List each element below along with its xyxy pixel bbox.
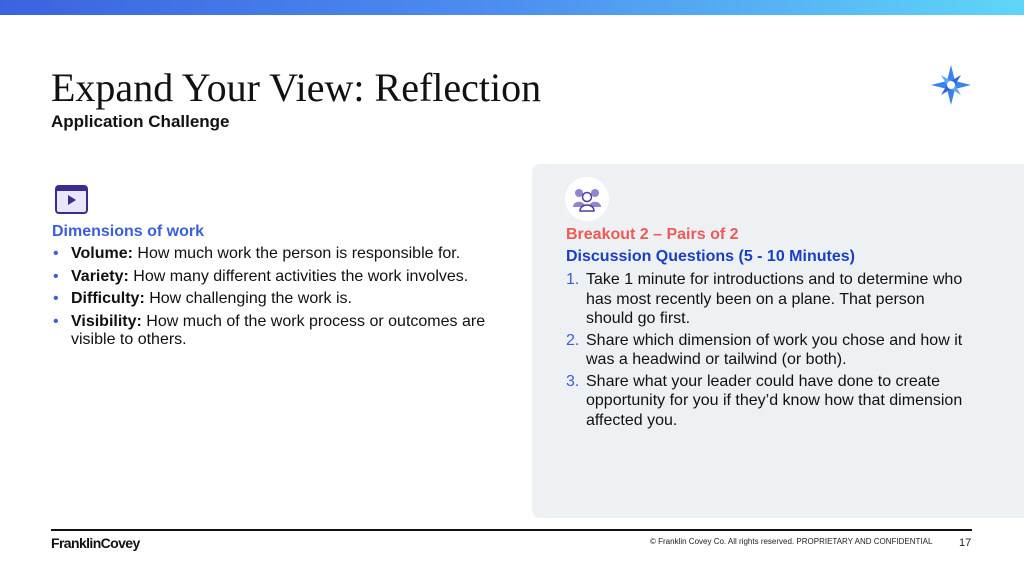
footer-divider	[51, 529, 972, 531]
list-item	[52, 245, 502, 263]
video-play-icon	[55, 185, 88, 214]
dimensions-list	[52, 245, 502, 353]
slide-subtitle: Application Challenge	[51, 112, 230, 131]
question-text: Share what your leader could have done to create opportunity for you if they’d know how that dimension affected you.	[586, 372, 963, 429]
dimensions-heading: Dimensions of work	[52, 223, 205, 240]
top-accent-bar	[0, 0, 1024, 15]
breakout-title: Breakout 2 – Pairs of 2	[566, 226, 739, 243]
item-text: How challenging the work is.	[144, 290, 352, 307]
people-group-icon	[565, 177, 609, 221]
compass-star-icon	[930, 64, 972, 106]
question-number: 2.	[566, 331, 580, 349]
franklincovey-logo: FranklinCovey	[51, 535, 140, 551]
copyright-notice: © Franklin Covey Co. All rights reserved. PROPRIETARY AND CONFIDENTIAL	[650, 537, 933, 546]
item-text: How much work the person is responsible for.	[132, 245, 461, 262]
discussion-title: Discussion Questions (5 - 10 Minutes)	[566, 248, 855, 265]
list-item	[52, 268, 502, 286]
question-text: Share which dimension of work you chose and how it was a headwind or tailwind (or both).	[586, 331, 963, 368]
question-number: 3.	[566, 372, 580, 390]
item-term: Volume:	[71, 245, 133, 262]
item-text: How much of the work process or outcomes are visible to others.	[71, 312, 486, 348]
discussion-questions-list	[566, 270, 966, 432]
list-item	[566, 372, 966, 431]
item-text: How many different activities the work involves.	[128, 267, 469, 285]
item-term: Visibility:	[71, 312, 142, 330]
list-item	[566, 331, 966, 370]
page-number: 17	[959, 537, 972, 549]
list-item	[52, 290, 502, 308]
item-term: Difficulty:	[71, 290, 145, 307]
question-text: Take 1 minute for introductions and to determine who has most recently been on a plane. That person should go first.	[586, 271, 963, 327]
item-term: Variety:	[71, 267, 129, 285]
list-item	[566, 270, 966, 329]
list-item	[52, 313, 502, 349]
slide-title: Expand Your View: Reflection	[51, 65, 542, 110]
question-number: 1.	[566, 271, 580, 288]
